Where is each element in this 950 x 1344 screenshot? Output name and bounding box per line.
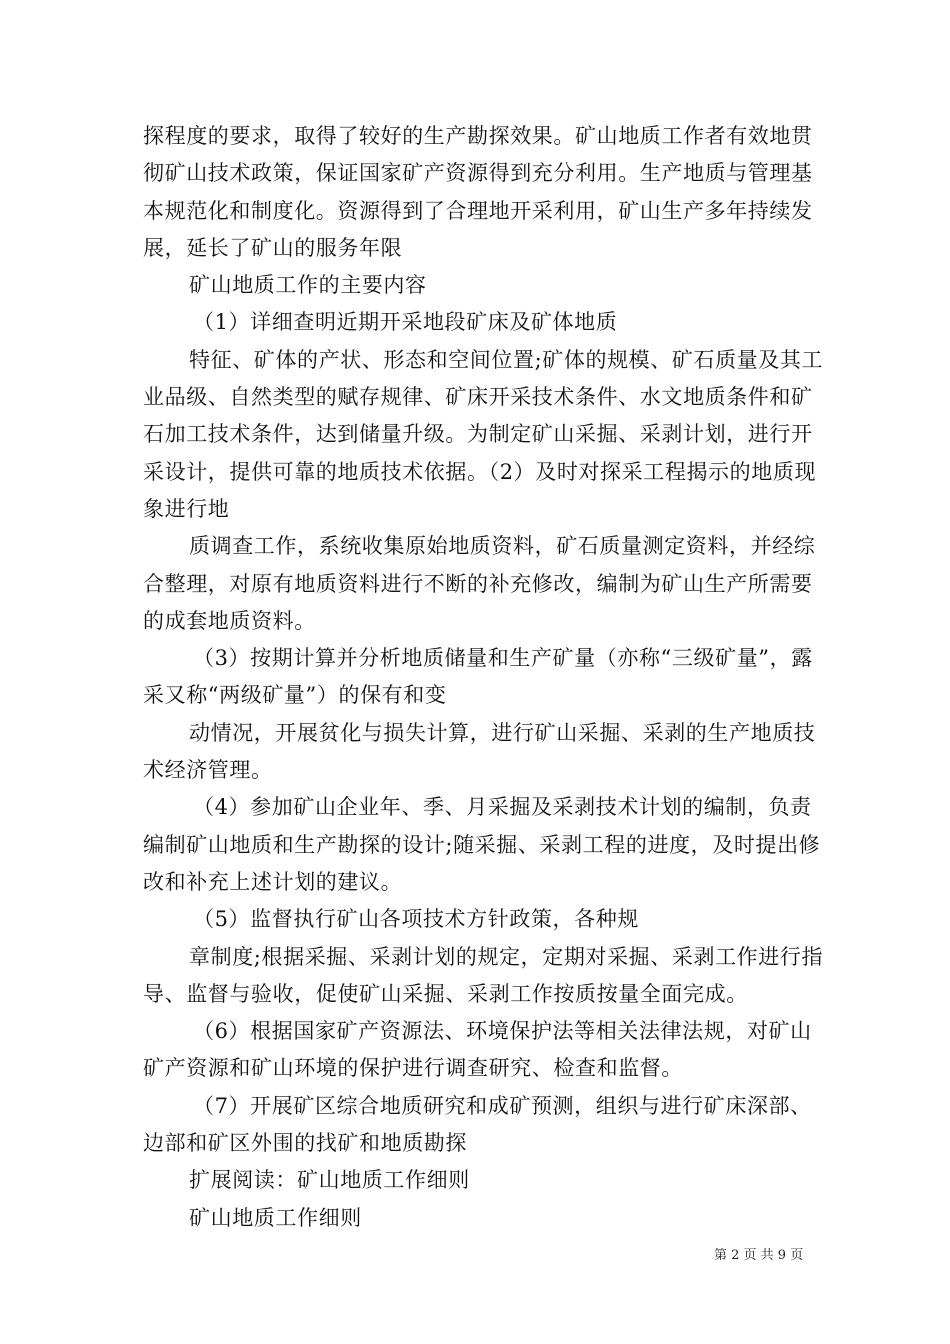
list-item-1-heading: （1）详细查明近期开采地段矿床及矿体地质 [193,310,618,335]
list-item-1-body: 特征、矿体的产状、形态和空间位置;矿体的规模、矿石质量及其工业品级、自然类型的赋存规律、矿床开采技术条件、水文地质条件和矿石加工技术条件，达到储量升级。为制定矿山采掘、采剥计划，进行开采设计，提供可靠的地质技术依据。（2）及时对探采工程揭示的地质现象进行地 [143,347,824,521]
list-item-4: （4）参加矿山企业年、季、月采掘及采剥技术计划的编制，负责编制矿山地质和生产勘探的设计;随采掘、采剥工程的进度，及时提出修改和补充上述计划的建议。 [143,795,821,894]
paragraph-continuation: 探程度的要求，取得了较好的生产勘探效果。矿山地质工作者有效地贯彻矿山技术政策，保证国家矿产资源得到充分利用。生产地质与管理基本规范化和制度化。资源得到了合理地开采利用，矿山生产多年持续发展，延长了矿山的服务年限 [143,124,813,260]
list-item-6: （6）根据国家矿产资源法、环境保护法等相关法律法规，对矿山矿产资源和矿山环境的保护进行调查研究、检查和监督。 [143,1019,812,1081]
body-text [143,118,833,1237]
list-item-5-body: 章制度;根据采掘、采剥计划的规定，定期对采掘、采剥工作进行指导、监督与验收，促使矿山采掘、采剥工作按质按量全面完成。 [143,944,824,1006]
extended-reading-label: 扩展阅读：矿山地质工作细则 [189,1168,470,1193]
subsection-title: 矿山地质工作细则 [189,1205,362,1230]
list-item-3-body: 动情况，开展贫化与损失计算，进行矿山采掘、采剥的生产地质技术经济管理。 [143,720,816,783]
list-item-5-heading: （5）监督执行矿山各项技术方针政策，各种规 [193,907,639,932]
section-heading: 矿山地质工作的主要内容 [189,273,427,298]
page-number: 第 2 页 共 9 页 [714,1248,804,1263]
list-item-3-heading: （3）按期计算并分析地质储量和生产矿量（亦称“三级矿量”，露采又称“两级矿量”）的保有和变 [143,646,813,708]
list-item-2-body: 质调查工作，系统收集原始地质资料，矿石质量测定资料，并经综合整理，对原有地质资料进行不断的补充修改，编制为矿山生产所需要的成套地质资料。 [143,534,816,633]
list-item-7: （7）开展矿区综合地质研究和成矿预测，组织与进行矿床深部、边部和矿区外围的找矿和地质勘探 [143,1093,812,1156]
